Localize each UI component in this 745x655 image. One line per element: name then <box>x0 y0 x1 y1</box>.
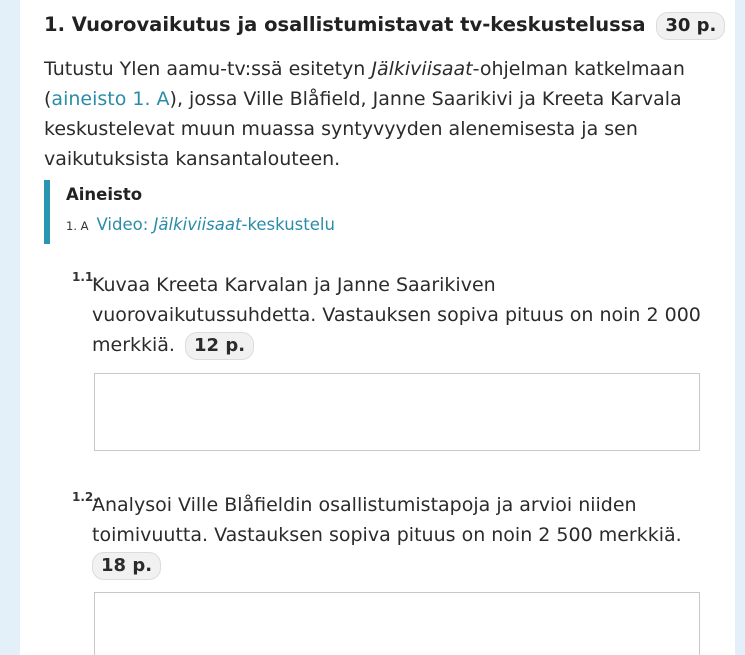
question-points-badge: 18 p. <box>92 552 161 580</box>
exam-page <box>20 0 735 655</box>
question-text <box>92 490 712 580</box>
question-text-body: Analysoi Ville Blåfieldin osallistumistapoja ja arvioi niiden toimivuutta. Vastauksen sopiva pituus on noin 2 500 merkkiä. <box>92 494 682 546</box>
question-1-1 <box>72 270 712 360</box>
question-points-badge: 12 p. <box>185 332 254 360</box>
section-points-badge: 30 p. <box>656 12 725 40</box>
material-link-inline[interactable]: aineisto 1. A <box>51 88 170 110</box>
question-1-2 <box>72 490 712 580</box>
material-link-suffix: -keskustelu <box>241 215 335 234</box>
material-video-link[interactable] <box>97 215 335 234</box>
question-text-body: Kuvaa Kreeta Karvalan ja Janne Saarikiven vuorovaikutussuhdetta. Vastauksen sopiva pituus on noin 2 000 merkkiä. <box>92 274 701 356</box>
material-title: Aineisto <box>66 185 143 204</box>
answer-field-1-2[interactable] <box>94 592 700 655</box>
material-link-prefix: Video: <box>96 215 154 234</box>
intro-program-name: Jälkiviisaat <box>371 58 473 80</box>
question-number: 1.2. <box>72 490 98 504</box>
material-box <box>44 180 335 244</box>
section-intro <box>44 54 724 174</box>
intro-text-3: ), jossa Ville Blåfield, Janne Saarikivi ja Kreeta Karvala keskustelevat muun muassa syntyvyyden alenemisesta ja sen vaikutuksista kansantalouteen. <box>44 88 682 170</box>
intro-text-2: -ohjelman katkelmaan ( <box>44 58 685 110</box>
section-title <box>44 8 725 42</box>
question-text <box>92 270 712 360</box>
intro-text-1: Tutustu Ylen aamu-tv:ssä esitetyn <box>44 58 372 80</box>
answer-field-1-1[interactable] <box>94 373 700 451</box>
question-number: 1.1. <box>72 270 98 284</box>
material-item-number: 1. A <box>66 219 89 233</box>
material-link-italic: Jälkiviisaat <box>153 215 242 234</box>
material-item <box>66 210 335 241</box>
section-title-text: 1. Vuorovaikutus ja osallistumistavat tv-keskustelussa <box>44 13 646 36</box>
